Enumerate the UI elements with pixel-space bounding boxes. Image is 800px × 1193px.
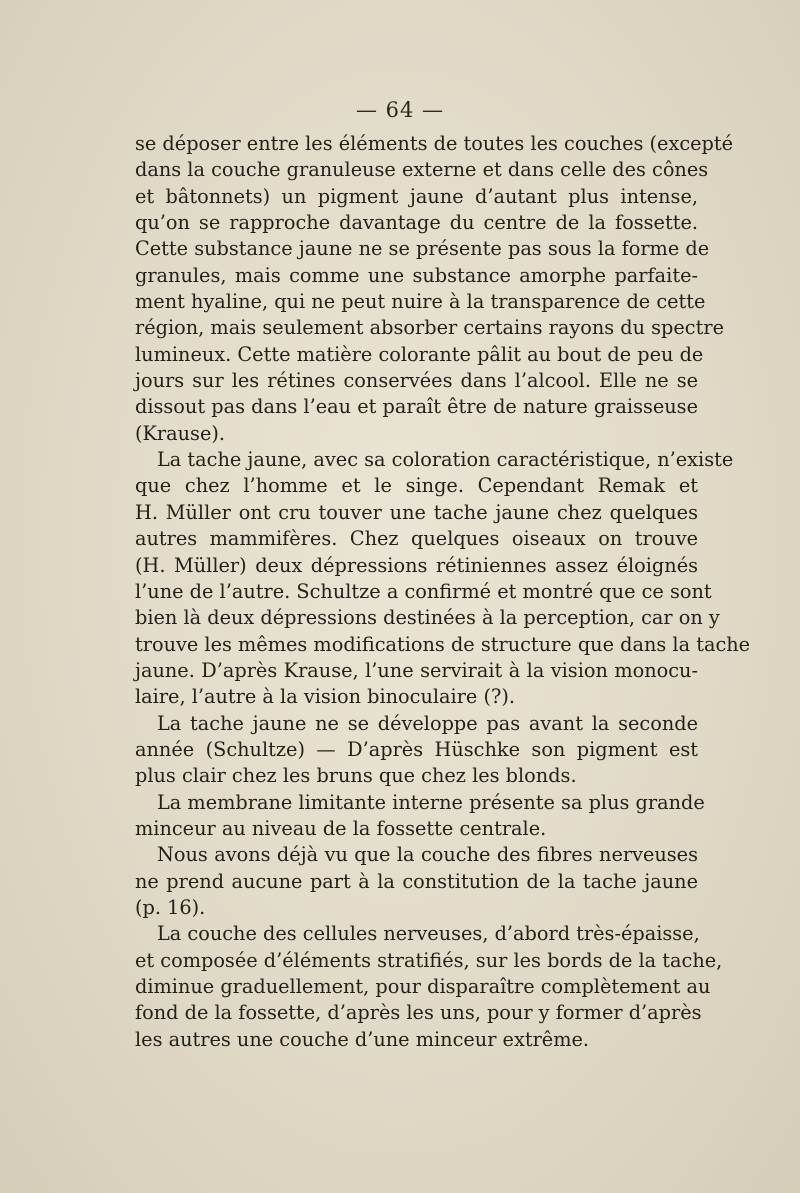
text-line: que chez l’homme et le singe. Cependant Remak et bbox=[135, 474, 698, 498]
text-line: fond de la fossette, d’après les uns, pour y former d’après bbox=[135, 1001, 702, 1025]
text-line: lumineux. Cette matière colorante pâlit au bout de peu de bbox=[135, 342, 704, 366]
text-line: La tache jaune ne se développe pas avant la seconde bbox=[157, 711, 698, 735]
text-line: Cette substance jaune ne se présente pas sous la forme de bbox=[135, 237, 710, 261]
text-line: La membrane limitante interne présente sa plus grande bbox=[157, 790, 705, 814]
text-line: jours sur les rétines conservées dans l’alcool. Elle ne se bbox=[135, 369, 698, 393]
text-line: (p. 16). bbox=[135, 895, 206, 919]
text-line: et composée d’éléments stratifiés, sur les bords de la tache, bbox=[135, 948, 723, 972]
text-line: l’une de l’autre. Schultze a confirmé et montré que ce sont bbox=[135, 579, 712, 603]
text-line: trouve les mêmes modifications de structure que dans la tache bbox=[135, 632, 751, 656]
text-line: diminue graduellement, pour disparaître complètement au bbox=[135, 975, 711, 998]
text-line: dans la couche granuleuse externe et dans celle des cônes bbox=[135, 158, 709, 182]
page-number: — 64 — bbox=[355, 98, 445, 122]
text-line: autres mammifères. Chez quelques oiseaux on trouve bbox=[135, 527, 698, 551]
text-line: (H. Müller) deux dépressions rétiniennes assez éloignés bbox=[135, 553, 698, 577]
text-line: La tache jaune, avec sa coloration caractéristique, n’existe bbox=[157, 448, 734, 472]
text-line: H. Müller ont cru touver une tache jaune chez quelques bbox=[135, 500, 698, 524]
text-line: minceur au niveau de la fossette centrale. bbox=[135, 816, 547, 840]
text-line: ment hyaline, qui ne peut nuire à la transparence de cette bbox=[135, 290, 706, 314]
text-line: (Krause). bbox=[135, 421, 226, 445]
text-line: jaune. D’après Krause, l’une servirait à la vision monocu- bbox=[135, 658, 698, 682]
text-line: et bâtonnets) un pigment jaune d’autant plus intense, bbox=[135, 184, 698, 208]
text-line: les autres une couche d’une minceur extrême. bbox=[135, 1027, 590, 1051]
text-line: région, mais seulement absorber certains rayons du spectre bbox=[135, 316, 724, 340]
text-line: Nous avons déjà vu que la couche des fibres nerveuses bbox=[157, 843, 698, 867]
text-line: plus clair chez les bruns que chez les blonds. bbox=[135, 764, 577, 788]
text-line: laire, l’autre à la vision binoculaire (?). bbox=[135, 685, 515, 709]
body-text bbox=[135, 131, 751, 1053]
text-line: qu’on se rapproche davantage du centre de la fossette. bbox=[135, 211, 698, 235]
text-line: se déposer entre les éléments de toutes les couches (excepté bbox=[135, 132, 734, 155]
text-line: bien là deux dépressions destinées à la perception, car on y bbox=[135, 606, 720, 630]
text-line: année (Schultze) — D’après Hüschke son pigment est bbox=[135, 737, 698, 761]
text-line: dissout pas dans l’eau et paraît être de nature graisseuse bbox=[135, 395, 698, 419]
text-line: granules, mais comme une substance amorphe parfaite- bbox=[135, 263, 698, 287]
text-line: ne prend aucune part à la constitution de la tache jaune bbox=[135, 869, 698, 893]
text-line: La couche des cellules nerveuses, d’abord très-épaisse, bbox=[157, 922, 700, 946]
